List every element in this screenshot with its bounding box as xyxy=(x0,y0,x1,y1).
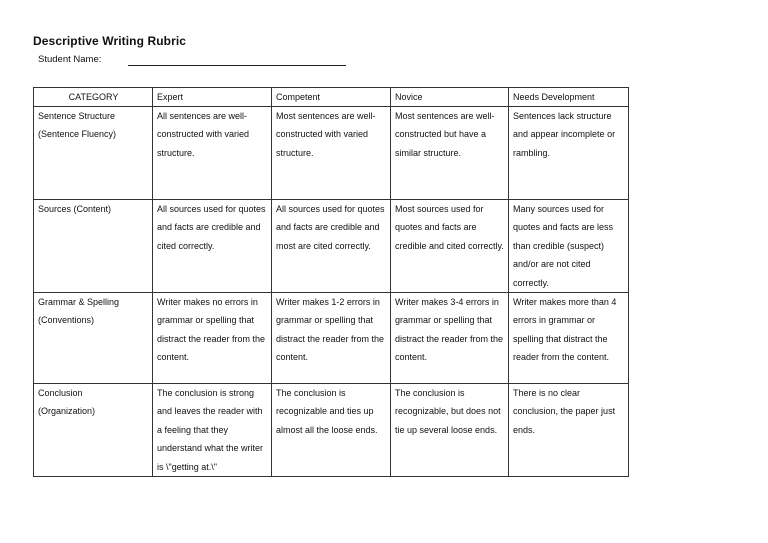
rubric-table xyxy=(33,87,629,477)
needs-development-cell: Writer makes more than 4 errors in grammar or spelling that distract the reader from the content. xyxy=(509,293,629,384)
needs-development-cell: Many sources used for quotes and facts are less than credible (suspect) and/or are not cited correctly. xyxy=(509,200,629,293)
novice-cell: Writer makes 3-4 errors in grammar or spelling that distract the reader from the content. xyxy=(391,293,509,384)
competent-cell: Most sentences are well-constructed with varied structure. xyxy=(272,107,391,200)
header-competent: Competent xyxy=(272,88,391,107)
student-name-row xyxy=(38,54,101,65)
expert-cell: Writer makes no errors in grammar or spelling that distract the reader from the content. xyxy=(153,293,272,384)
category-subname: (Conventions) xyxy=(38,315,95,326)
needs-development-cell: There is no clear conclusion, the paper just ends. xyxy=(509,384,629,477)
header-expert: Expert xyxy=(153,88,272,107)
competent-cell: Writer makes 1-2 errors in grammar or spelling that distract the reader from the content. xyxy=(272,293,391,384)
document-title: Descriptive Writing Rubric xyxy=(33,34,187,48)
needs-development-cell: Sentences lack structure and appear incomplete or rambling. xyxy=(509,107,629,200)
competent-cell: The conclusion is recognizable and ties up almost all the loose ends. xyxy=(272,384,391,477)
category-name: Sources (Content) xyxy=(38,204,112,214)
expert-cell: All sentences are well-constructed with varied structure. xyxy=(153,107,272,200)
competent-cell: All sources used for quotes and facts are credible and most are cited correctly. xyxy=(272,200,391,293)
header-row xyxy=(34,88,629,107)
table-row xyxy=(34,384,629,477)
category-cell xyxy=(34,293,153,384)
table-row xyxy=(34,200,629,293)
category-cell xyxy=(34,384,153,477)
category-subname: (Sentence Fluency) xyxy=(38,129,117,140)
category-name: Sentence Structure xyxy=(38,111,116,121)
table-row xyxy=(34,293,629,384)
category-cell xyxy=(34,200,153,293)
header-category: CATEGORY xyxy=(34,88,153,107)
novice-cell: Most sources used for quotes and facts are credible and cited correctly. xyxy=(391,200,509,293)
category-name: Conclusion xyxy=(38,388,83,399)
novice-cell: Most sentences are well-constructed but have a similar structure. xyxy=(391,107,509,200)
student-name-field[interactable] xyxy=(128,65,346,66)
header-novice: Novice xyxy=(391,88,509,107)
table-row xyxy=(34,107,629,200)
category-cell xyxy=(34,107,153,200)
expert-cell: The conclusion is strong and leaves the reader with a feeling that they understand what the writer is \"getting at.\" xyxy=(153,384,272,477)
expert-cell: All sources used for quotes and facts are credible and cited correctly. xyxy=(153,200,272,293)
category-subname: (Organization) xyxy=(38,406,96,417)
student-name-label: Student Name: xyxy=(38,54,102,65)
category-name: Grammar & Spelling xyxy=(38,297,120,308)
header-needs-development: Needs Development xyxy=(509,88,629,107)
novice-cell: The conclusion is recognizable, but does not tie up several loose ends. xyxy=(391,384,509,477)
